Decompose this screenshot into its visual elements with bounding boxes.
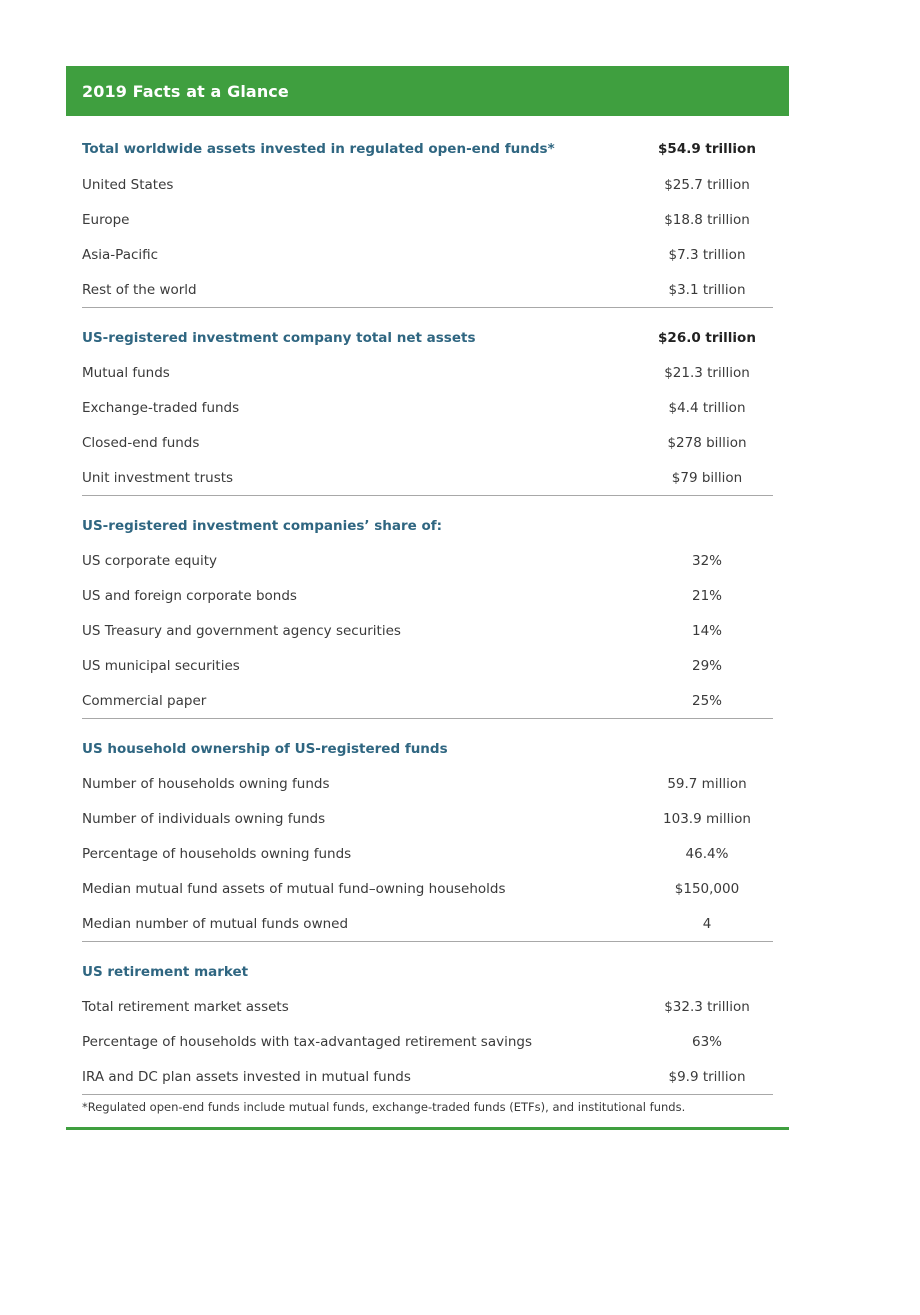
row-value: $18.8 trillion — [664, 211, 750, 228]
header-bar — [66, 66, 789, 116]
row-label: Total retirement market assets — [82, 998, 289, 1015]
row-value: $4.4 trillion — [668, 399, 746, 416]
table-row — [82, 460, 773, 495]
row-value: $7.3 trillion — [668, 246, 746, 263]
row-label: United States — [82, 176, 174, 193]
section-heading-row — [82, 321, 773, 355]
row-value: 63% — [691, 1033, 722, 1050]
section-retirement-market — [82, 955, 773, 1095]
table-row — [82, 648, 773, 683]
table-row — [82, 237, 773, 272]
row-value: 32% — [691, 552, 722, 569]
row-label: Commercial paper — [82, 692, 207, 709]
row-label: US and foreign corporate bonds — [82, 587, 297, 604]
section-heading-row — [82, 732, 773, 766]
row-value: $21.3 trillion — [664, 364, 750, 381]
row-value: $150,000 — [674, 880, 740, 897]
row-label: IRA and DC plan assets invested in mutual funds — [82, 1068, 411, 1085]
row-label: Mutual funds — [82, 364, 170, 381]
table-row — [82, 425, 773, 460]
row-value: $25.7 trillion — [664, 176, 750, 193]
row-label: Percentage of households with tax-advantaged retirement savings — [82, 1033, 532, 1050]
section-heading: US-registered investment company total net assets — [82, 330, 476, 346]
row-label: Number of households owning funds — [82, 775, 330, 792]
section-heading-value: $26.0 trillion — [658, 330, 756, 346]
table-row — [82, 202, 773, 237]
section-heading: US retirement market — [82, 964, 249, 980]
row-label: Europe — [82, 211, 130, 228]
row-label: Number of individuals owning funds — [82, 810, 326, 827]
facts-table — [82, 131, 773, 1108]
table-row — [82, 871, 773, 906]
row-value: 103.9 million — [663, 810, 751, 827]
row-label: Rest of the world — [82, 281, 197, 298]
section-heading: Total worldwide assets invested in regulated open-end funds* — [82, 141, 555, 157]
table-row — [82, 836, 773, 871]
table-row — [82, 989, 773, 1024]
row-value: 29% — [691, 657, 722, 674]
row-label: Median number of mutual funds owned — [82, 915, 349, 932]
table-row — [82, 543, 773, 578]
section-heading-row — [82, 955, 773, 989]
row-value: 21% — [691, 587, 722, 604]
row-value: 14% — [691, 622, 722, 639]
table-row — [82, 1059, 773, 1094]
row-value: $278 billion — [667, 434, 747, 451]
section-heading-row — [82, 131, 773, 167]
footnote: *Regulated open-end funds include mutual funds, exchange-traded funds (ETFs), and institutional funds. — [82, 1100, 686, 1114]
table-row — [82, 801, 773, 836]
row-label: US corporate equity — [82, 552, 217, 569]
row-label: Asia-Pacific — [82, 246, 159, 263]
table-row — [82, 906, 773, 941]
page-title: 2019 Facts at a Glance — [82, 81, 289, 101]
row-label: US municipal securities — [82, 657, 240, 674]
table-row — [82, 390, 773, 425]
row-value: $9.9 trillion — [668, 1068, 746, 1085]
row-value: 4 — [702, 915, 712, 932]
table-row — [82, 578, 773, 613]
row-label: US Treasury and government agency securities — [82, 622, 401, 639]
row-label: Median mutual fund assets of mutual fund–owning households — [82, 880, 506, 897]
table-row — [82, 272, 773, 307]
row-value: $32.3 trillion — [664, 998, 750, 1015]
row-value: $79 billion — [671, 469, 743, 486]
table-row — [82, 355, 773, 390]
table-row — [82, 1024, 773, 1059]
row-label: Unit investment trusts — [82, 469, 234, 486]
table-row — [82, 766, 773, 801]
section-worldwide-assets — [82, 131, 773, 308]
section-heading: US-registered investment companies’ share of: — [82, 518, 443, 534]
row-value: 59.7 million — [667, 775, 747, 792]
row-label: Closed-end funds — [82, 434, 200, 451]
row-value: 46.4% — [685, 845, 729, 862]
section-heading: US household ownership of US-registered funds — [82, 741, 448, 757]
section-heading-value: $54.9 trillion — [658, 141, 756, 157]
table-row — [82, 167, 773, 202]
section-us-investment-company-assets — [82, 321, 773, 496]
row-value: $3.1 trillion — [668, 281, 746, 298]
section-heading-row — [82, 509, 773, 543]
table-row — [82, 613, 773, 648]
row-label: Exchange-traded funds — [82, 399, 240, 416]
bottom-divider — [66, 1127, 789, 1130]
section-market-share — [82, 509, 773, 719]
section-household-ownership — [82, 732, 773, 942]
table-row — [82, 683, 773, 718]
row-label: Percentage of households owning funds — [82, 845, 352, 862]
row-value: 25% — [691, 692, 722, 709]
